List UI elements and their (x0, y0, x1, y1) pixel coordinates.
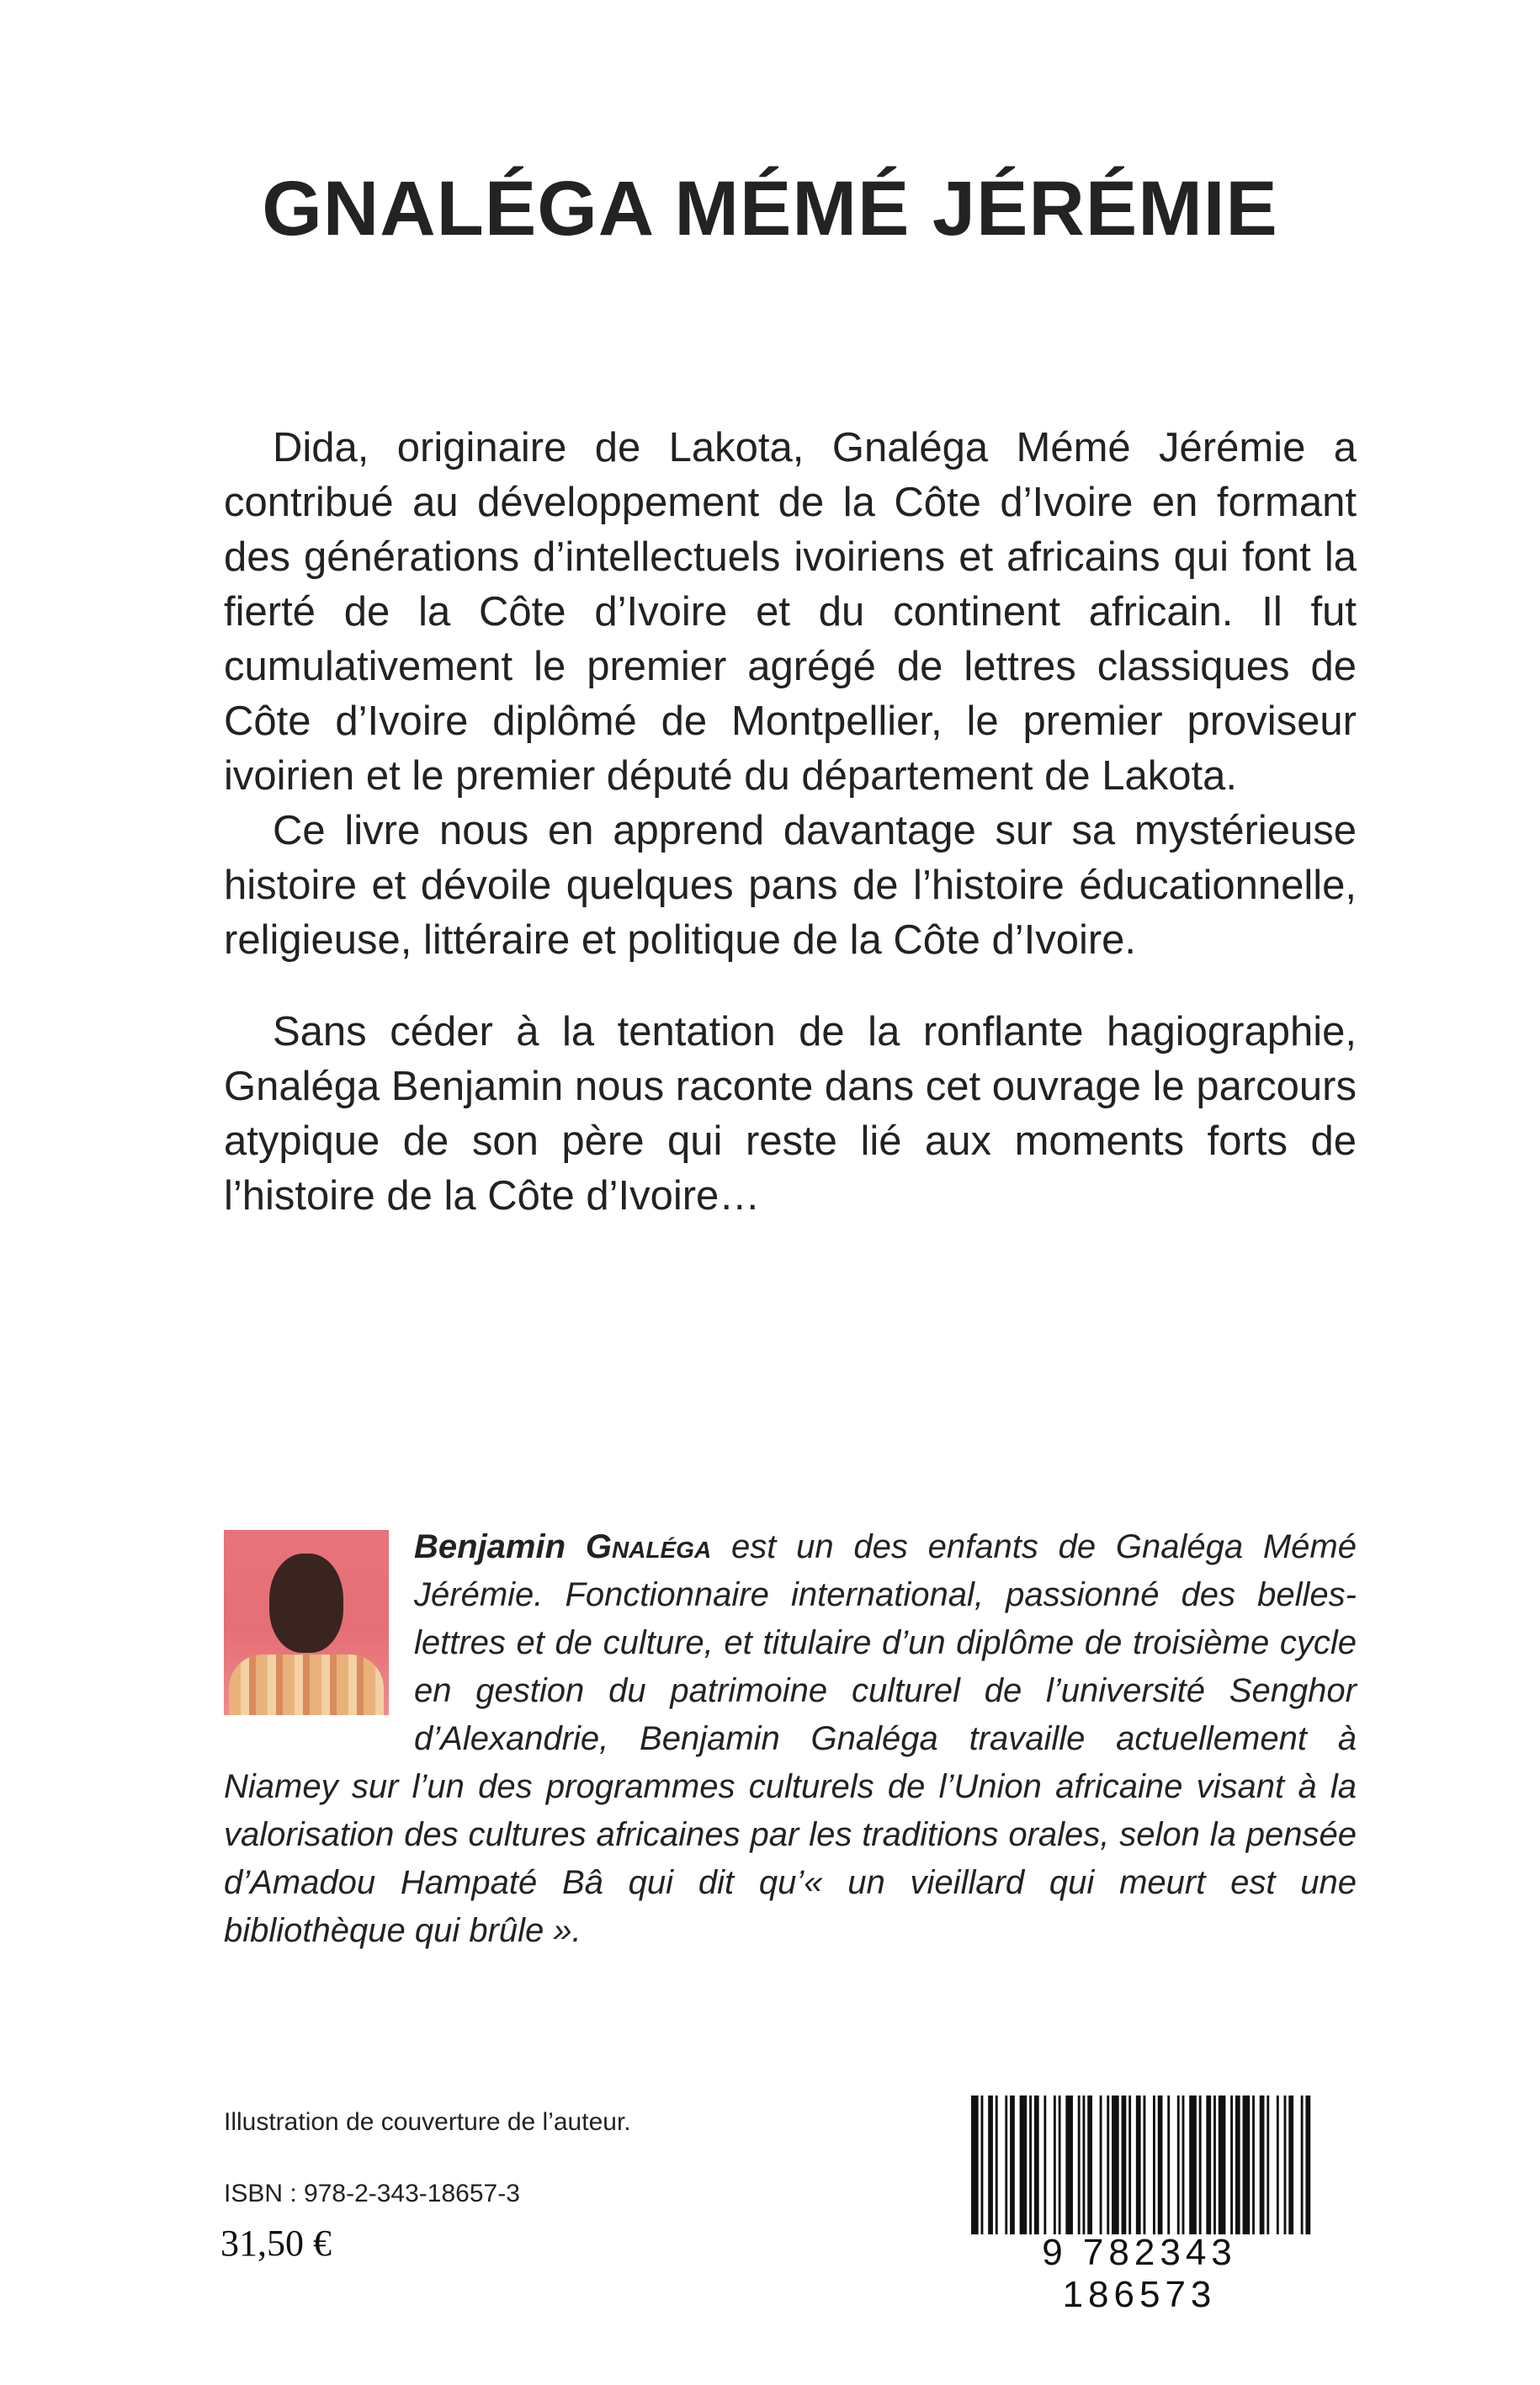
barcode-bar (1189, 2096, 1197, 2234)
book-title: GNALÉGA MÉMÉ JÉRÉMIE (262, 166, 1278, 252)
barcode-bar (1112, 2096, 1119, 2234)
barcode-bar (1029, 2096, 1032, 2234)
barcode-bar (1128, 2096, 1131, 2234)
author-bio (224, 1523, 1357, 1955)
barcode-bar (1267, 2096, 1269, 2234)
barcode-bar (1043, 2096, 1046, 2234)
barcode-bar (1158, 2096, 1163, 2234)
author-photo (224, 1530, 389, 1715)
barcode-bar (1252, 2096, 1255, 2234)
barcode-bar (1107, 2096, 1109, 2234)
barcode-bar (1230, 2096, 1233, 2234)
barcode-bar (1288, 2096, 1293, 2234)
barcode-bar (1136, 2096, 1141, 2234)
barcode-bar (1034, 2096, 1039, 2234)
barcode-bar (1010, 2096, 1015, 2234)
barcode-bar (1199, 2096, 1202, 2234)
barcode-bar (996, 2096, 998, 2234)
barcode-bar (1235, 2096, 1240, 2234)
barcode-digits: 9 782343 186573 (1042, 2232, 1237, 2315)
barcode-bar (1100, 2096, 1102, 2234)
barcode-bar (1082, 2096, 1085, 2234)
barcode-bar (1087, 2096, 1092, 2234)
barcode-bar (1054, 2096, 1056, 2234)
barcode-bar (1206, 2096, 1211, 2234)
back-cover-blurb (224, 421, 1357, 1224)
barcode-bar (1177, 2096, 1180, 2234)
barcode-bar (1153, 2096, 1155, 2234)
barcode-bar (1301, 2096, 1304, 2234)
barcode-bar (971, 2096, 979, 2234)
barcode-bar (1182, 2096, 1185, 2234)
barcode-bar (988, 2096, 993, 2234)
barcode-bar (1305, 2096, 1310, 2234)
barcode-bar (1020, 2096, 1028, 2234)
author-first-name: Benjamin (414, 1528, 566, 1565)
author-last-name: Gnaléga (585, 1528, 712, 1565)
barcode-bar (1005, 2096, 1007, 2234)
barcode-bar (1059, 2096, 1061, 2234)
barcode-bar (1213, 2096, 1216, 2234)
barcode-bar (1167, 2096, 1170, 2234)
barcode-bar (1260, 2096, 1265, 2234)
barcode-bar (1243, 2096, 1251, 2234)
barcode-bar (1078, 2096, 1081, 2234)
isbn: ISBN : 978-2-343-18657-3 (224, 2180, 520, 2207)
cover-credit: Illustration de couverture de l’auteur. (224, 2108, 631, 2136)
barcode-bar (1143, 2096, 1145, 2234)
barcode-bar (981, 2096, 984, 2234)
barcode-bar (1065, 2096, 1073, 2234)
barcode-bar (1284, 2096, 1287, 2234)
blurb-paragraph-2: Ce livre nous en apprend davantage sur sa mystérieuse histoire et dévoile quelques pans de l’histoire éducationnelle, religieuse, littéraire et politique de la Côte d’Ivoire. (224, 808, 1357, 963)
barcode-bar (1122, 2096, 1127, 2234)
blurb-paragraph-1: Dida, originaire de Lakota, Gnaléga Mémé Jérémie a contribué au développement de la Côte d’Ivoire en formant des générations d’intellectuels ivoiriens et africains qui font la fierté de la Côte d’Ivoire et du continent africain. Il fut cumulativement le premier agrégé de lettres classiques de Côte d’Ivoire diplômé de Montpellier, le premier proviseur ivoirien et le premier député du département de Lakota. (224, 425, 1357, 799)
price: 31,50 € (220, 2223, 332, 2264)
barcode-bar (1219, 2096, 1226, 2234)
author-bio-text: est un des enfants de Gnaléga Mémé Jérémie. Fonctionnaire international, passionné des belles-lettres et de culture, et titulaire d’un diplôme de troisième cycle en gestion du patrimoine culturel de l’université Senghor d’Alexandrie, Benjamin Gnaléga travaille actuellement à Niamey sur l’un des programmes culturels de l’Union africaine visant à la valorisation des cultures africaines par les traditions orales, selon la pensée d’Amadou Hampaté Bâ qui dit qu’« un vieillard qui meurt est une bibliothèque qui brûle ». (224, 1528, 1357, 1949)
blurb-paragraph-3: Sans céder à la tentation de la ronflante hagiographie, Gnaléga Benjamin nous raconte dans cet ouvrage le parcours atypique de son père qui reste lié aux moments forts de l’histoire de la Côte d’Ivoire… (224, 1009, 1357, 1219)
barcode-bar (1277, 2096, 1279, 2234)
